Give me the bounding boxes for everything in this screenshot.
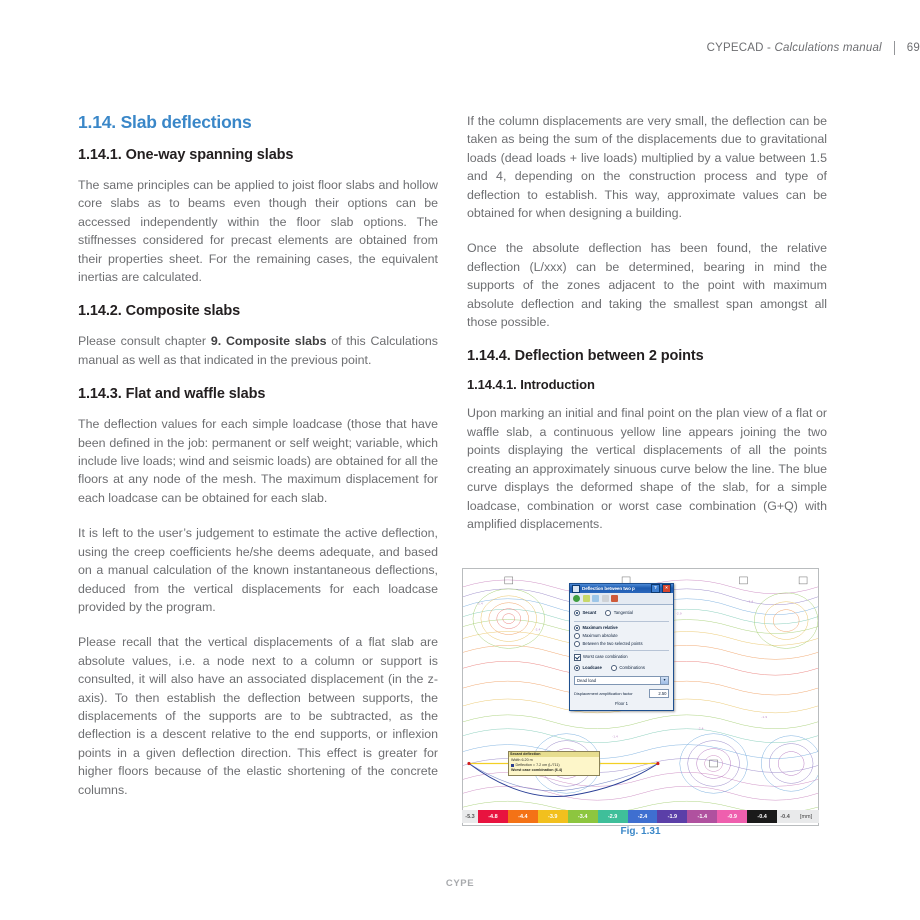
subsection-title-1-14-2: 1.14.2. Composite slabs (78, 303, 241, 320)
radio-combinations[interactable] (611, 665, 645, 671)
tooltip-deflection: Deflection = 7.2 cm (L/711) (515, 763, 560, 767)
svg-text:-1.4: -1.4 (476, 601, 483, 606)
legend-stop: -2.9 (598, 810, 628, 823)
legend-stop: -3.9 (538, 810, 568, 823)
radio-maximum-absolute-label: Maximum absolute (582, 633, 618, 638)
amplification-factor-label: Displacement amplification factor (574, 691, 633, 696)
legend-stop: -0.9 (717, 810, 747, 823)
radio-between-two-points-indicator[interactable] (574, 641, 580, 647)
chevron-down-icon[interactable]: ▼ (660, 677, 668, 685)
radio-maximum-relative[interactable] (574, 625, 669, 631)
tooltip-heading: Secant deflection (509, 752, 599, 757)
radio-maximum-absolute-indicator[interactable] (574, 633, 580, 639)
subsection-title-1-14-4-1: 1.14.4.1. Introduction (467, 377, 595, 393)
radio-tangential-label: Tangential (613, 610, 633, 615)
legend-end-value: -0.4 (780, 813, 790, 820)
legend-stop: -4.8 (478, 810, 508, 823)
svg-text:-2.4: -2.4 (697, 726, 704, 731)
deflection-type-group[interactable] (574, 608, 669, 618)
radio-combinations-label: Combinations (619, 664, 645, 670)
deflection-tooltip (508, 751, 600, 776)
dialog-divider-1 (574, 621, 669, 622)
header-manual-title: CYPECAD - Calculations manual (706, 42, 882, 54)
dialog-title-text: Deflection between two p (582, 586, 635, 591)
loadcase-select[interactable] (574, 676, 669, 686)
svg-text:-2.9: -2.9 (675, 611, 682, 616)
print-icon[interactable] (602, 595, 609, 602)
paragraph-flat-waffle-3: Please recall that the vertical displacements of a flat slab are absolute values, i.e. a node next to a column or support is consulted, it will also have an associated displacement (in the z-axis). To then establish the deflection between supports, the displacements of the supports are to be subtracted, as the deflection is a descent relative to the end supports, or inflexion points in a given deflection direction. This effect is greater for higher floors because of the elastic shortening of the concrete columns. (78, 635, 438, 797)
tooltip-width: Width 6.20 m (511, 758, 533, 762)
radio-maximum-relative-label: Maximum relative (582, 625, 618, 630)
legend-stop: -0.4 (747, 810, 777, 823)
svg-text:-1.9: -1.9 (761, 714, 768, 719)
composite-text-a: Please consult chapter (78, 334, 211, 349)
floor-label: Floor 1 (614, 701, 629, 706)
legend-stop: -1.9 (657, 810, 687, 823)
radio-secant-label: Secant (582, 610, 597, 615)
paragraph-one-way-slabs: The same principles can be applied to joist floor slabs and hollow core slabs as to beams even though their options can be accessed independently within the floor slab options. The stiffnesses considered for precast elements are obtained from their properties sheet. For the remaining cases, the equivalent inertias are calculated. (78, 178, 438, 285)
paragraph-composite-slabs (78, 332, 438, 369)
subsection-title-1-14-1: 1.14.1. One-way spanning slabs (78, 147, 294, 163)
legend-unit: [mm] (799, 813, 813, 820)
radio-secant[interactable] (574, 610, 596, 616)
left-column (78, 112, 438, 816)
svg-text:-1.4: -1.4 (612, 734, 618, 739)
svg-text:-1.4: -1.4 (747, 599, 754, 604)
right-column (467, 112, 827, 550)
dialog-title-bar[interactable] (570, 584, 673, 593)
radio-between-two-points-label: Between the two selected points (582, 641, 643, 646)
section-title-1-14: 1.14. Slab deflections (78, 112, 252, 132)
amplification-factor-input[interactable]: 2.50 (649, 689, 670, 698)
legend-stop: -4.4 (508, 810, 538, 823)
figure-deflection-screenshot (462, 568, 819, 826)
radio-loadcase-label: Loadcase (582, 664, 602, 670)
paragraph-flat-waffle-1: The deflection values for each simple loadcase (those that have been defined in the job: permanent or self weight; variable, which include live loads; wind and seismic loads) are obtained for all the floors at any node of the mesh. The maximum displacement for each loadcase can be obtained for each slab. (78, 417, 438, 505)
radio-tangential[interactable] (605, 610, 633, 616)
deflection-swatch-icon (511, 764, 514, 767)
dialog-body (570, 605, 673, 710)
radio-loadcase[interactable] (574, 665, 602, 671)
radio-maximum-absolute[interactable] (574, 633, 669, 639)
amplification-factor-row[interactable] (574, 689, 669, 698)
header-separator (894, 41, 895, 55)
subsection-title-1-14-3: 1.14.3. Flat and waffle slabs (78, 386, 266, 403)
legend-stop: -3.4 (568, 810, 598, 823)
tooltip-combination: Worst case combination (6.4) (511, 768, 563, 772)
composite-chapter-ref: 9. Composite slabs (210, 334, 327, 349)
paragraph-flat-waffle-2: It is left to the user’s judgement to estimate the active deflection, using the creep coefficients he/she deems adequate, and based on a manual calculation of the known instantaneous deflections, deduced from the vertical displacements for each loadcase provided by the program. (78, 526, 438, 614)
radio-maximum-relative-indicator[interactable] (574, 625, 580, 631)
help-button[interactable]: ? (651, 584, 660, 593)
dialog-divider-2 (574, 650, 669, 651)
checkbox-worst-case-indicator[interactable] (574, 654, 581, 661)
subsection-title-1-14-4: 1.14.4. Deflection between 2 points (467, 348, 704, 365)
paragraph-relative-deflection: Once the absolute deflection has been found, the relative deflection (L/xxx) can be determined, bearing in mind the supports of the zones adjacent to the point with maximum absolute deflection and taking the smallest span amongst all those possible. (467, 241, 827, 330)
checkbox-worst-case-label: Worst case combination (583, 654, 628, 660)
radio-secant-indicator[interactable] (574, 610, 580, 616)
svg-text:-2.4: -2.4 (534, 627, 541, 632)
checkbox-worst-case-combination[interactable] (574, 654, 669, 661)
deflection-dialog[interactable] (569, 583, 674, 711)
window-icon (572, 585, 580, 593)
figure-caption: Fig. 1.31 (620, 826, 661, 837)
header-row (707, 41, 920, 55)
source-group[interactable] (574, 663, 669, 673)
radio-combinations-indicator[interactable] (611, 665, 617, 671)
footer-brand: CYPE (445, 878, 475, 889)
dialog-toolbar[interactable] (570, 593, 673, 605)
radio-between-two-points[interactable] (574, 641, 669, 647)
settings-icon[interactable] (611, 595, 618, 602)
edit-icon[interactable] (583, 595, 590, 602)
export-icon[interactable] (592, 595, 599, 602)
tooltip-combination-row (511, 768, 597, 773)
radio-tangential-indicator[interactable] (605, 610, 611, 616)
loadcase-select-value: Dead load (577, 677, 597, 683)
paragraph-introduction: Upon marking an initial and final point on the plan view of a flat or waffle slab, a continuous yellow line appears joining the two points displaying the vertical displacements of all the points creating an approximately sinuous curve below the line. The blue curve displays the deformed shape of the slab, for a simple loadcase, combination or worst case combination (G+Q) with amplified displacements. (467, 406, 827, 531)
page-header (460, 0, 920, 70)
page-number: 69 (906, 42, 920, 54)
legend-start-value: -5.3 (465, 813, 475, 820)
composite-text-b: of this Calculations manual as well as that indicated in the previous point. (78, 334, 438, 367)
legend-stop: -1.4 (687, 810, 717, 823)
radio-loadcase-indicator[interactable] (574, 665, 580, 671)
legend-stop: -2.4 (628, 810, 658, 823)
paragraph-column-displacements: If the column displacements are very small, the deflection can be taken as being the sum of the displacements due to gravitational loads (dead loads + live loads) multiplied by a value between 1.5 and 4, depending on the construction process and type of deflection to establish. This way, approximate values can be obtained for when designing a building. (467, 114, 827, 221)
color-scale-legend (462, 810, 819, 823)
close-icon[interactable]: × (662, 584, 671, 593)
header-manual-title-italic: Calculations manual (774, 42, 882, 54)
target-icon[interactable] (573, 595, 580, 602)
